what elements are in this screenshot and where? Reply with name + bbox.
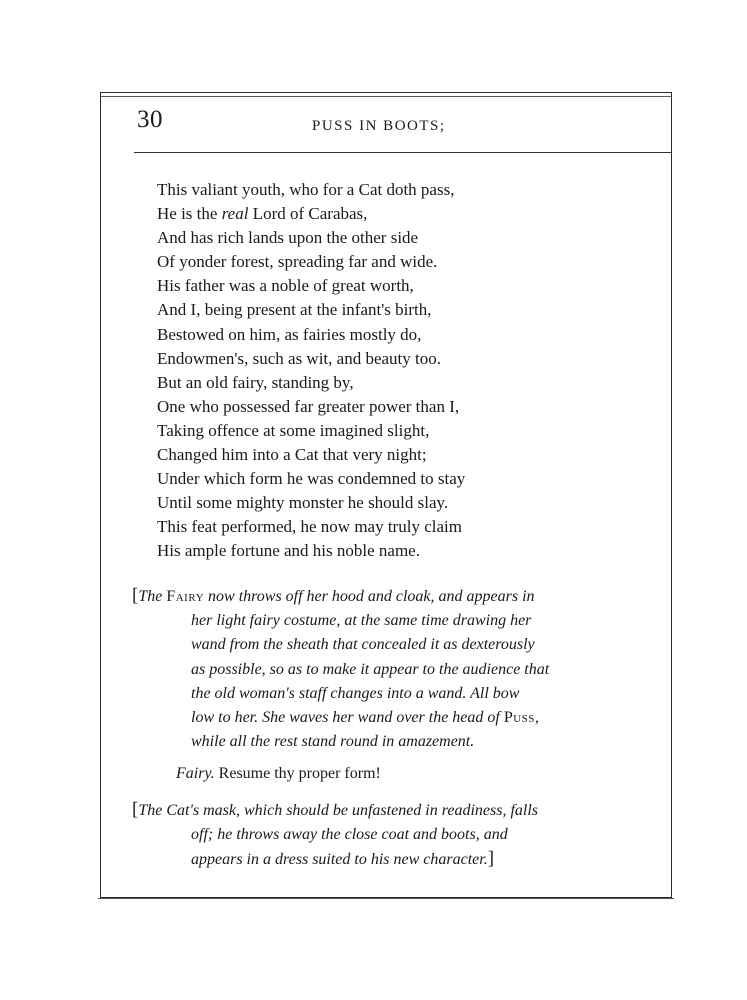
stage-direction-cat [132,798,538,873]
verse-line: Of yonder forest, spreading far and wide. [157,252,438,272]
verse-line: One who possessed far greater power than I, [157,396,460,416]
stage-direction-line [132,584,549,609]
stage-direction-line [132,847,538,872]
verse-line: And has rich lands upon the other side [157,228,419,248]
verse-line: His ample fortune and his noble name. [157,541,420,561]
character-name: Fairy [166,588,205,605]
verse-line: Bestowed on him, as fairies mostly do, [157,324,422,344]
stage-direction-line: while all the rest stand round in amazement. [191,733,475,751]
verse-block [157,178,465,564]
character-name-puss: Puss [503,709,535,727]
lead-in: The [138,588,163,605]
verse-line: His father was a noble of great worth, [157,276,414,296]
speech-text: Resume thy proper form! [218,765,381,782]
stage-direction-text: low to her. She waves her wand over the head of [191,709,500,727]
verse-line: Under which form he was condemned to stay [157,469,466,489]
verse-line: Endowmen's, such as wit, and beauty too. [157,348,441,368]
verse-line: But an old fairy, standing by, [157,372,354,392]
stage-direction-line: her light fairy costume, at the same time drawing her [191,612,532,630]
verse-line: Until some mighty monster he should slay. [157,493,449,513]
speaker-name: Fairy. [176,765,215,782]
verse-line: Changed him into a Cat that very night; [157,445,427,465]
stage-direction-line [132,798,538,823]
page-border-top-double [100,96,672,97]
first-line-rest: now throws off her hood and cloak, and appears in [204,588,535,605]
page-border-bottom-double [98,898,674,899]
stage-direction-text: appears in a dress suited to his new character. [191,851,488,869]
header-rule [134,152,672,153]
stage-direction-line: wand from the sheath that concealed it as dexterously [191,636,535,654]
verse-line: He is the real Lord of Carabas, [157,204,368,224]
stage-direction-line: off; he throws away the close coat and boots, and [191,826,508,844]
verse-line: This valiant youth, who for a Cat doth pass, [157,180,455,199]
stage-direction-line: low to her. She waves her wand over the head of Puss, [191,709,539,727]
stage-direction-text: The Cat's mask, which should be unfastened in readiness, falls [138,802,539,819]
emphasis-real: real [221,204,249,224]
stage-direction-line: as possible, so as to make it appear to the audience that [191,660,550,678]
stage-direction-fairy [132,584,549,754]
stage-direction-line: the old woman's staff changes into a wand. All bow [191,684,520,702]
open-bracket: [ [132,799,139,820]
close-bracket: ] [487,848,495,870]
fairy-speech [176,764,381,784]
page-number: 30 [137,106,163,133]
verse-line: And I, being present at the infant's birth, [157,300,432,320]
running-title: PUSS IN BOOTS; [312,118,446,134]
open-bracket: [ [132,585,139,606]
verse-line: Taking offence at some imagined slight, [157,420,430,440]
verse-line: This feat performed, he now may truly claim [157,517,462,537]
